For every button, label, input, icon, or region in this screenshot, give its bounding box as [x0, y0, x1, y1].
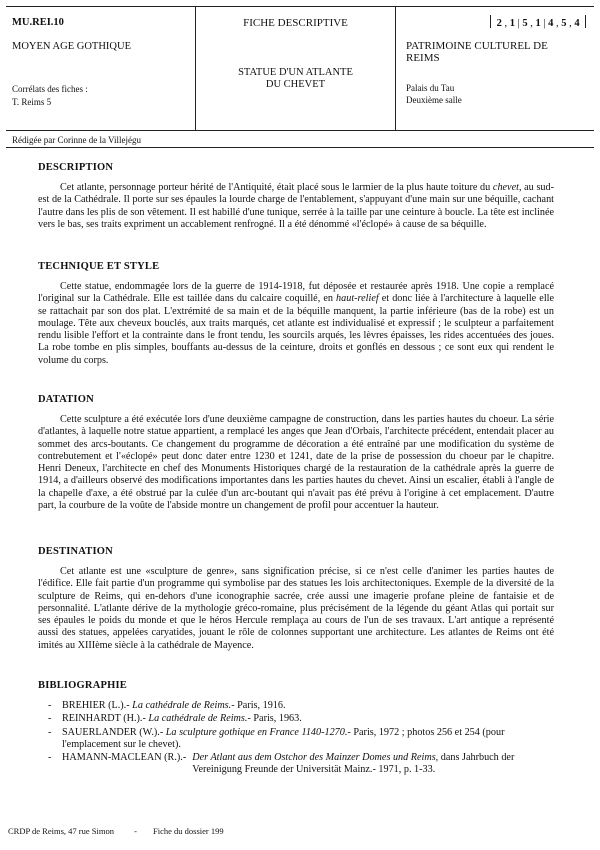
bib-author: HAMANN-MACLEAN (R.).- [62, 752, 187, 764]
fiche-type: FICHE DESCRIPTIVE [243, 17, 348, 29]
bibliography-entry: - REINHARDT (H.).- La cathédrale de Reims.- Paris, 1963. [48, 713, 302, 725]
bib-work: La sculpture gothique en France 1140-1270. [165, 726, 348, 738]
inventory-code: 2 , 1 | 5 , 1 | 4 , 5 , 4 [490, 15, 586, 29]
bibliography-entry: - BREHIER (L.).- La cathédrale de Reims.- Paris, 1916. [48, 700, 286, 711]
bib-author: SAUERLANDER (W.).- [62, 726, 164, 738]
technique-text-b: et donc liée à l'architecture à laquelle elle se rattachait par son dos plat. L'extrémité de sa main et de la béquille manquent, la partie inférieure (bas de la robe) est un moulage. Tête aux cheveux bouclés, aux traits marqués, cet atlante est individualisé et expressif ; le sculpteur a parfaitement rendu lisible l'effort et la contrainte dans le front tendu, les sourcils arqués, les lèvres épaisses, les rides accentuées des joues. La robe tombe en plis simples, bouffants au-dessus de la ceinture, droits et gonflés en dessous ; ce sont eux qui rendent le volume du corps. [38, 293, 554, 366]
code-digit: 4 [548, 18, 554, 29]
bib-work: La cathédrale de Reims. [148, 713, 248, 725]
title-line-1: STATUE D'UN ATLANTE [238, 67, 353, 78]
bib-rest: - Paris, 1916. [231, 700, 286, 711]
bibliography-list [48, 700, 562, 778]
code-digit: 5 [522, 18, 528, 29]
section-title-datation: DATATION [38, 394, 94, 405]
destination-text: Cet atlante est une «sculpture de genre», sans signification précise, si ce n'est celle d'animer les parties hautes de l'édifice. Elle fait partie d'un programme qui symbolise par des statues les lois architectoniques. Exemple de la diversité de la sculpture de Reims, qui en-dehors d'une iconographie sacrée, crée aussi une imagerie profane pleine de fantaisie et de personnalité. L'atlante dérive de la mythologie gréco-romaine, plus précisément de la légende du géant Atlas qui portait sur ses épaules le poids du monde et que le héros Hercule remplaça au cours de l'un de ses travaux. L'art antique a représenté aussi des statues, appelées caryatides, jouant le rôle de colonnes supportant une architecture. Les atlantes de Reims ont été imités au XIIIème siècle à la cathédrale de Mayence. [38, 566, 554, 651]
location-line-1: Palais du Tau [406, 83, 455, 93]
header-divider-right [395, 6, 396, 130]
location [406, 82, 462, 106]
section-title-destination: DESTINATION [38, 546, 113, 557]
author-rule [6, 147, 594, 148]
correlats-value: T. Reims 5 [12, 97, 52, 107]
code-digit: 2 [496, 18, 502, 29]
period: MOYEN AGE GOTHIQUE [12, 41, 131, 52]
header-rule-bottom [6, 130, 594, 131]
description-text-a: Cet atlante, personnage porteur hérité de l'Antiquité, était placé sous le larmier de la plus haute toiture du [60, 182, 493, 193]
heritage-line-2: REIMS [406, 52, 440, 64]
bib-work: Der Atlant aus dem Ostchor des Mainzer Domes und Reims, [192, 752, 439, 764]
section-title-description: DESCRIPTION [38, 162, 114, 173]
description-text [38, 182, 554, 231]
footer-left: CRDP de Reims, 47 rue Simon [8, 826, 114, 836]
footer [8, 826, 224, 836]
bib-rest: - Paris, 1963. [247, 713, 302, 725]
heritage-title [406, 40, 548, 64]
bibliography-entry: - HAMANN-MACLEAN (R.).- Der Atlant aus dem Ostchor des Mainzer Domes und Reims, dans Jahrbuch der Vereinigung Freunde der Universität Mainz.- 1971, p. 1-33. [48, 752, 515, 776]
location-line-2: Deuxième salle [406, 95, 462, 105]
correlats-label: Corrélats des fiches : [12, 84, 88, 94]
bib-author: REINHARDT (H.).- [62, 713, 146, 725]
description-text-italic: chevet [492, 182, 519, 193]
bib-rest: dans Jahrbuch der Vereinigung Freunde der Universität Mainz.- 1971, p. 1-33. [192, 752, 515, 776]
header-rule-top [6, 6, 594, 7]
section-title-technique: TECHNIQUE ET STYLE [38, 261, 160, 272]
footer-right: Fiche du dossier 199 [153, 826, 224, 836]
ref-code: MU.REI.10 [12, 17, 64, 28]
datation-text: Cette sculpture a été exécutée lors d'une deuxième campagne de construction, dans les parties hautes du choeur. La série d'atlantes, à laquelle notre statue appartient, a remplacé les anges que Jean d'Orbais, l'architecte précédent, entendait placer au sommet des arcs-boutants. Ce changement du programme de décoration a été entraîné par une modification du système de contrebutement et l'«éclopé» peut donc dater entre 1230 et 1241, date de la prise de possession du choeur par le chapitre. Henri Deneux, l'architecte en chef des Monuments Historiques chargé de la restauration de la cathédrale après la guerre de 1914, a d'ailleurs observé des modifications importantes dans les parties hautes du chevet. Ainsi un escalier, établi à l'angle de la chapelle d'axe, a été obstrué par la culée d'un arc-boutant qui n'avait pas été prévu à l'origine à cet emplacement. D'autre part, la courbure de la voûte de l'abside montre un changement de profil pour accentuer la hauteur. [38, 414, 554, 512]
bibliography-entry: - SAUERLANDER (W.).- La sculpture gothique en France 1140-1270.- Paris, 1972 ; photos 256 et 254 (pour l'emplacement sur le chevet). [48, 726, 505, 750]
technique-text [38, 281, 554, 367]
technique-text-italic: haut-relief [336, 293, 379, 305]
code-digit: 4 [574, 18, 580, 29]
heritage-line-1: PATRIMOINE CULTUREL DE [406, 40, 548, 52]
author-credit: Rédigée par Corinne de la Villejégu [12, 135, 142, 145]
bib-rest: - Paris, 1972 ; photos 256 et 254 (pour l'emplacement sur le chevet). [62, 726, 505, 750]
technique-text-a: Cette statue, endommagée lors de la guerre de 1914-1918, fut déposée et restaurée après 1918. Une copie a remplacé l'original sur la Cathédrale. Elle est taillée dans du calcaire coquillé, en [38, 281, 554, 305]
code-digit: 1 [535, 18, 541, 29]
footer-separator: - [134, 826, 137, 836]
bib-author: BREHIER (L.).- [62, 700, 130, 711]
code-digit: 1 [509, 18, 515, 29]
title-line-2: DU CHEVET [265, 79, 326, 90]
description-text-b: , au sud-est de la Cathédrale. Il porte sur ses épaules la lourde charge de l'entablement, s'appuyant d'une main sur une béquille, cachant l'autre dans les plis de son vêtement. Il est habillé d'une tunique, serrée à la taille par une ceinture à boucle. La tête est inclinée vers le bas, ses traits expriment un accablement renfrogné. Il a été dénommé «l'éclopé» à cause de sa béquille. [38, 182, 554, 230]
document-title [196, 67, 395, 91]
bib-work: La cathédrale de Reims. [132, 700, 232, 711]
section-title-bibliographie: BIBLIOGRAPHIE [38, 680, 127, 691]
code-digit: 5 [561, 18, 567, 29]
